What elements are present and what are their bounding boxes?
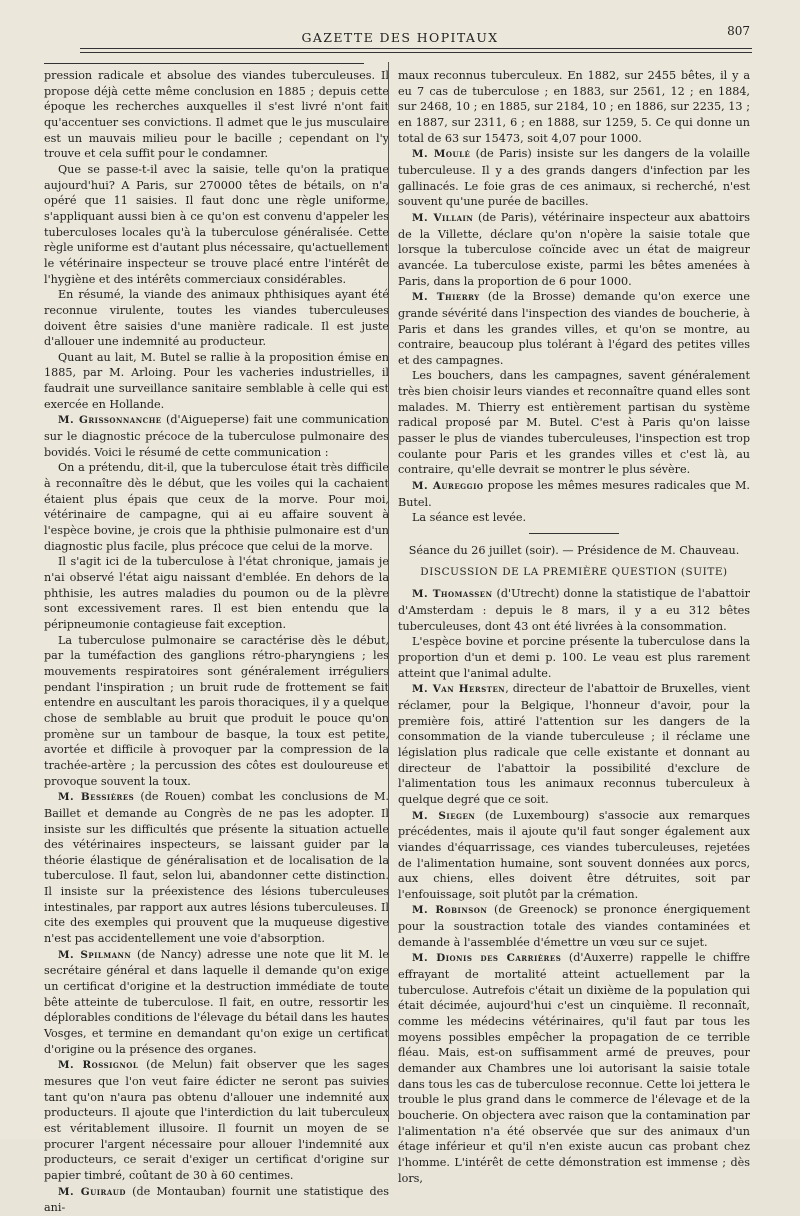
section-heading: DISCUSSION DE LA PREMIÈRE QUESTION (SUITE): [420, 565, 728, 578]
speaker-paragraph: [44, 412, 389, 460]
paragraph: Les bouchers, dans les campagnes, savent généralement très bien choisir leurs viandes et reconnaître quand elles sont malades. M. Thierry est entièrement partisan du système radical proposé par M. Butel. C'est à Paris qu'on laisse passer le plus de viandes tuberculeuses, l'inspection est trop coulante pour Paris et les grandes villes et c'est là, au contraire, qu'elle devrait se montrer le plus sévère.: [398, 369, 750, 477]
speaker-paragraph: [398, 289, 750, 368]
speaker-name: M. Thomassen: [412, 588, 493, 601]
header-rule: [80, 48, 752, 49]
speaker-text: (de la Brosse) demande qu'on exerce une grande sévérité dans l'inspection des viandes de boucherie, à Paris et dans les grandes villes, et qu'on se montre, au contraire, beaucoup plus tolérant à l'égard des petites villes et des campagnes.: [398, 290, 751, 367]
session-title: Séance du 26 juillet (soir). — Présidence de M. Chauveau.: [408, 544, 740, 558]
speaker-text: (de Luxembourg) s'associe aux remarques précédentes, mais il ajoute qu'il faut songer également aux viandes d'équarrissage, ces viandes tuberculeuses, rejetées de l'alimentation humaine, sont souvent données aux porcs, aux chiens, elles doivent être détruites, soit par l'enfouissage, soit plutôt par la crémation.: [398, 808, 750, 901]
speaker-text: (de Rouen) combat les conclusions de M. Baillet et demande au Congrès de ne pas les adopter. Il insiste sur les difficultés que présente la situation actuelle des vétérinaires inspecteurs, se laissant guider par la théorie élastique de généralisation et de localisation de la tuberculose. Il faut, selon lui, abandonner cette distinction. Il insiste sur la préexistence des lésions tuberculeuses intestinales, par rapport aux autres lésions tuberculeuses. Il cite des exemples qui prouvent que la muqueuse digestive n'est pas accidentellement une voie d'absorption.: [44, 790, 389, 946]
paragraph: La séance est levée.: [412, 511, 527, 525]
right-column: [398, 68, 750, 1186]
paragraph: En résumé, la viande des animaux phthisiques ayant été reconnue virulente, toutes les viandes tuberculeuses doivent être saisies d'une manière radicale. Il est juste d'allouer une indemnité au producteur.: [44, 288, 389, 349]
speaker-name: M. Siegen: [412, 809, 476, 822]
paragraph: Il s'agit ici de la tuberculose à l'état chronique, jamais je n'ai observé l'état aigu naissant d'emblée. En dehors de la phthisie, les autres maladies du poumon ou de la plèvre sont excessivement rares. Il est bien entendu que la péripneumonie contagieuse fait exception.: [44, 555, 389, 631]
speaker-paragraph: [44, 947, 389, 1058]
paragraph: L'espèce bovine et porcine présente la tuberculose dans la proportion d'un et demi p. 100. Le veau est plus rarement atteint que l'animal adulte.: [398, 635, 750, 680]
speaker-name: M. Robinson: [412, 904, 488, 917]
speaker-name: M. Grissonnanche: [58, 414, 162, 427]
speaker-paragraph: [398, 586, 750, 634]
paragraph: Quant au lait, M. Butel se rallie à la proposition émise en 1885, par M. Arloing. Pour les vacheries industrielles, il faudrait une surveillance sanitaire semblable à celle qui est exercée en Hollande.: [44, 350, 389, 411]
paragraph: La tuberculose pulmonaire se caractérise dès le début, par la tuméfaction des ganglions rétro-pharyngiens ; les mouvements respiratoires sont généralement irréguliers pendant l'inspiration ; un bruit rude de frottement se fait entendre en auscultant les parois thoraciques, il y a quelque chose de semblable au bruit que produit le pouce qu'on promène sur un tambour de basque, la toux est petite, avortée et difficile à provoquer par la compression de la trachée-artère ; la percussion des côtes est douloureuse et provoque souvent la toux.: [44, 633, 389, 788]
speaker-paragraph: [398, 902, 750, 950]
speaker-paragraph: [44, 1184, 389, 1216]
speaker-name: M. Villain: [412, 211, 474, 224]
speaker-text: propose les mêmes mesures radicales que M. Butel.: [398, 479, 750, 509]
speaker-text: (de Greenock) se prononce énergiquement pour la soustraction totale des viandes contaminées et demande à l'assemblée d'émettre un vœu sur ce sujet.: [398, 903, 750, 949]
left-column: [44, 68, 389, 1216]
paragraph: On a prétendu, dit-il, que la tuberculose était très difficile à reconnaître dès le début, que les voiles qui la cachaient étaient plus épais que ceux de la morve. Pour moi, vétérinaire de campagne, qui ai eu affaire souvent à l'espèce bovine, je crois que la phthisie pulmonaire est d'un diagnostic plus facile, plus précoce que celui de la morve.: [44, 461, 389, 553]
speaker-paragraph: [398, 950, 750, 1186]
speaker-name: M. Thierry: [412, 291, 480, 304]
paragraph: maux reconnus tuberculeux. En 1882, sur 2455 bêtes, il y a eu 7 cas de tuberculose ; en 1883, sur 2561, 12 ; en 1884, sur 2468, 10 ; en 1885, sur 2184, 10 ; en 1886, sur 2235, 13 ; en 1887, sur 2311, 6 ; en 1888, sur 1259, 5. Ce qui donne un total de 63 sur 15473, soit 4,07 pour 1000.: [398, 69, 750, 145]
speaker-paragraph: [398, 681, 750, 807]
speaker-name: M. Dionis des Carrières: [412, 952, 562, 965]
speaker-text: (de Paris), vétérinaire inspecteur aux abattoirs de la Villette, déclare qu'on n'opère la saisie totale que lorsque la tuberculose coïncide avec un état de maigreur avancée. La tuberculose existe, parmi les bêtes amenées à Paris, dans la proportion de 6 pour 1000.: [398, 210, 750, 288]
speaker-name: M. Moulé: [412, 148, 471, 161]
header-rule-thin: [80, 52, 752, 53]
speaker-paragraph: [398, 478, 750, 510]
page-header: [0, 22, 800, 52]
speaker-name: M. Spilmann: [58, 948, 132, 961]
section-separator: [529, 533, 619, 534]
speaker-name: M. Guiraud: [58, 1185, 126, 1198]
section-rule: [44, 63, 364, 64]
speaker-name: M. Van Hersten: [412, 683, 506, 696]
speaker-paragraph: [44, 789, 389, 947]
speaker-paragraph: [398, 808, 750, 903]
column-divider: [388, 62, 389, 1122]
speaker-text: (de Montauban) fournit une statistique des ani-: [44, 1184, 389, 1215]
speaker-text: (d'Aigueperse) fait une communication sur le diagnostic précoce de la tuberculose pulmonaire des bovidés. Voici le résumé de cette communication :: [44, 413, 390, 459]
speaker-text: (de Nancy) adresse une note que lit M. le secrétaire général et dans laquelle il demande qu'on exige un certificat d'origine et la destruction immédiate de toute bête atteinte de tuberculose. Il fait, en outre, ressortir les déplorables conditions de l'élevage du bétail dans les hautes Vosges, et termine en demandant qu'on exige un certificat d'origine ou la présence des organes.: [44, 947, 390, 1056]
speaker-name: M. Bessières: [58, 791, 135, 804]
speaker-paragraph: [398, 210, 750, 289]
running-title: GAZETTE DES HOPITAUX: [301, 30, 499, 45]
speaker-name: M. Aureggio: [412, 480, 484, 493]
speaker-text: (de Paris) insiste sur les dangers de la volaille tuberculeuse. Il y a des grands dangers d'infection par les gallinacés. Le foie gras de ces animaux, si recherché, n'est souvent qu'une purée de bacilles.: [398, 147, 751, 209]
speaker-paragraph: [44, 1057, 389, 1183]
speaker-text: (de Melun) fait observer que les sages mesures que l'on veut faire édicter ne seront pas suivies tant qu'on n'aura pas obtenu d'allouer une indemnité aux producteurs. Il ajoute que l'interdiction du lait tuberculeux est véritablement illusoire. Il fournit un moyen de se procurer l'argent nécessaire pour allouer l'indemnité aux producteurs, ce serait d'exiger un certificat d'origine sur papier timbré, coûtant de 30 à 60 centimes.: [44, 1058, 389, 1182]
speaker-text: (d'Auxerre) rappelle le chiffre effrayant de mortalité atteint actuellement par la tuberculose. Autrefois c'était un dixième de la population qui était décimée, aujourd'hui c'est un cinquième. Il reconnaît, comme les médecins vétérinaires, qu'il faut par tous les moyens possibles empêcher la propagation de ce terrible fléau. Mais, est-on suffisamment armé de preuves, pour demander aux Chambres une loi autorisant la saisie totale dans tous les cas de tuberculose reconnue. Cette loi jettera le trouble le plus grand dans le commerce de l'élevage et de la boucherie. On objectera avec raison que la contamination par l'alimentation n'a été observée que sur des animaux d'un étage inférieur et qu'il n'en existe aucun cas probant chez l'homme. L'intérêt de cette démonstration est immense ; dès lors,: [398, 951, 750, 1185]
speaker-name: M. Rossignol: [58, 1059, 139, 1072]
paragraph: pression radicale et absolue des viandes tuberculeuses. Il propose déjà cette même conclusion en 1885 ; depuis cette époque les recherches auxquelles il s'est livré n'ont fait qu'accentuer ses convictions. Il admet que le jus musculaire est un mauvais milieu pour le bacille ; cependant on l'y trouve et cela suffit pour le condamner.: [44, 69, 389, 161]
speaker-text: , directeur de l'abattoir de Bruxelles, vient réclamer, pour la Belgique, l'honneur d'avoir, pour la première fois, attiré l'attention sur les dangers de la consommation de la viande tuberculeuse ; il réclame une législation plus radicale que celle existante et donnant au directeur de l'abattoir la possibilité d'exclure de l'alimentation tous les animaux reconnus tuberculeux à quelque degré que ce soit.: [398, 682, 750, 806]
speaker-text: (d'Utrecht) donne la statistique de l'abattoir d'Amsterdam : depuis le 8 mars, il y a eu 312 bêtes tuberculeuses, dont 43 ont été livrées à la consommation.: [398, 587, 750, 633]
page-number: 807: [727, 24, 750, 38]
speaker-paragraph: [398, 146, 750, 210]
paragraph: Que se passe-t-il avec la saisie, telle qu'on la pratique aujourd'hui? A Paris, sur 270000 têtes de bétails, on n'a opéré que 11 saisies. Il faut donc une règle uniforme, s'appliquant aussi bien à ce qu'on est convenu d'appeler les tuberculoses locales qu'à la tuberculose généralisée. Cette règle uniforme est d'autant plus nécessaire, qu'actuellement le vétérinaire inspecteur se trouve placé entre l'intérêt de l'hygiène et des intérêts commerciaux considérables.: [44, 162, 390, 286]
